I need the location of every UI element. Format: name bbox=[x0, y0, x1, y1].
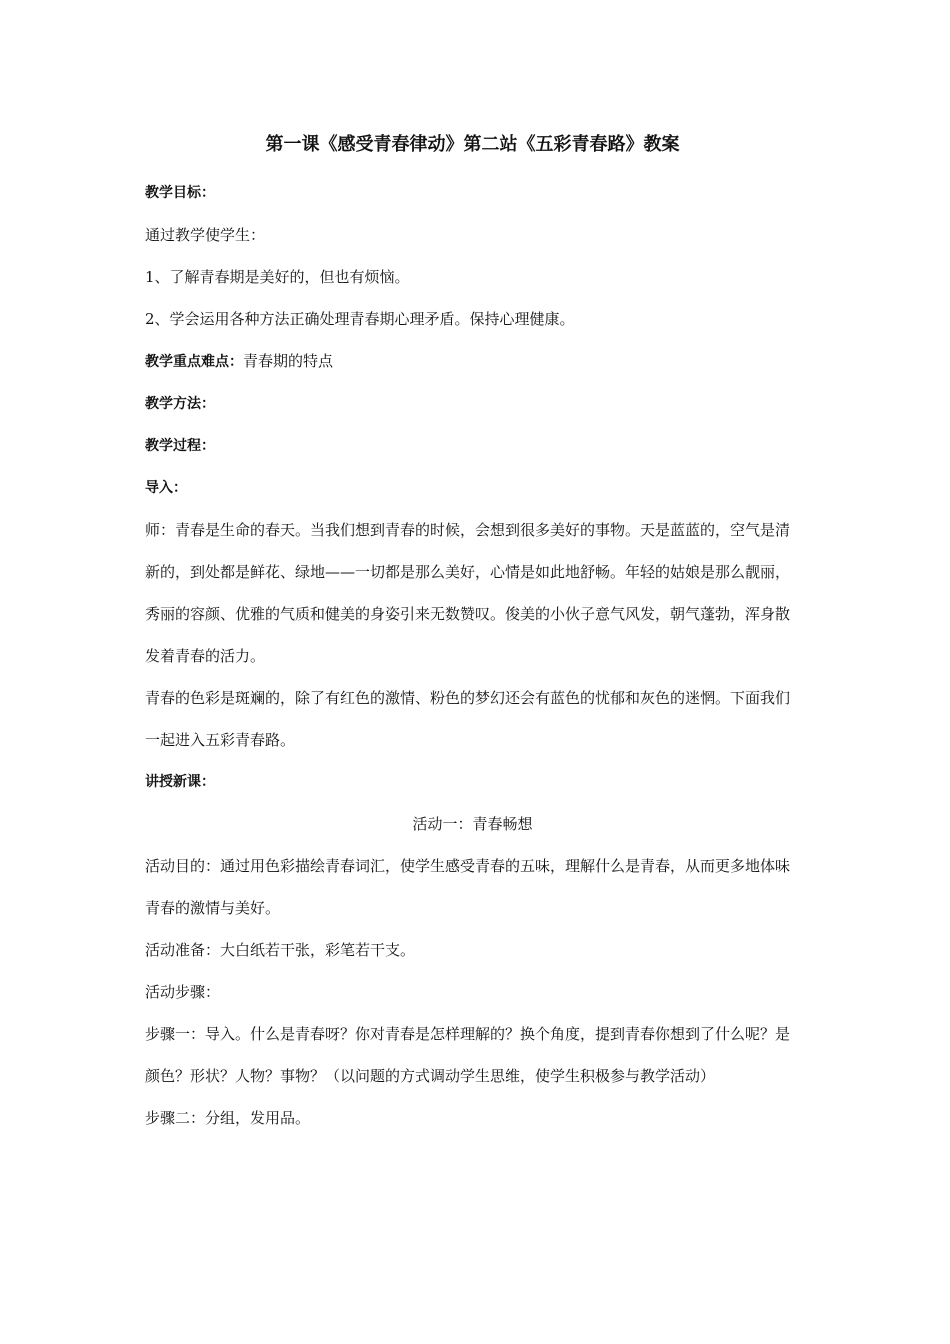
objective-1: 1、了解青春期是美好的，但也有烦恼。 bbox=[145, 268, 410, 286]
step-2: 步骤二：分组，发用品。 bbox=[145, 1109, 311, 1127]
activity-prep: 活动准备：大白纸若干张，彩笔若干支。 bbox=[145, 941, 416, 959]
intro-paragraph-2: 青春的色彩是斑斓的，除了有红色的激情、粉色的梦幻还会有蓝色的忧郁和灰色的迷惘。下面我们一起进入五彩青春路。 bbox=[145, 689, 791, 749]
methods-heading: 教学方法： bbox=[145, 396, 215, 412]
activity-steps-heading: 活动步骤： bbox=[145, 983, 221, 1001]
step-1: 步骤一：导入。什么是青春呀？你对青春是怎样理解的？换个角度，提到青春你想到了什么呢？是颜色？形状？人物？事物？（以问题的方式调动学生思维，使学生积极参与教学活动） bbox=[145, 1025, 791, 1085]
key-points-value: 青春期的特点 bbox=[243, 352, 334, 370]
objectives-heading: 教学目标： bbox=[145, 185, 215, 201]
process-heading: 教学过程： bbox=[145, 438, 215, 454]
activity-purpose: 活动目的：通过用色彩描绘青春词汇，使学生感受青春的五味，理解什么是青春，从而更多地体味青春的激情与美好。 bbox=[145, 857, 791, 917]
key-points-label: 教学重点难点： bbox=[145, 354, 243, 370]
key-points-line bbox=[145, 340, 800, 383]
document-title: 第一课《感受青春律动》第二站《五彩青春路》教案 bbox=[265, 134, 680, 155]
intro-heading: 导入： bbox=[145, 480, 187, 496]
objective-2: 2、学会运用各种方法正确处理青春期心理矛盾。保持心理健康。 bbox=[145, 310, 575, 328]
intro-paragraph-1: 师：青春是生命的春天。当我们想到青春的时候，会想到很多美好的事物。天是蓝蓝的，空气是清新的，到处都是鲜花、绿地——一切都是那么美好，心情是如此地舒畅。年轻的姑娘是那么靓丽，秀丽的容颜、优雅的气质和健美的身姿引来无数赞叹。俊美的小伙子意气风发，朝气蓬勃，浑身散发着青春的活力。 bbox=[145, 521, 791, 665]
activity-title: 活动一：青春畅想 bbox=[412, 815, 533, 833]
new-lesson-heading: 讲授新课： bbox=[145, 774, 215, 790]
objectives-intro: 通过教学使学生： bbox=[145, 226, 266, 244]
